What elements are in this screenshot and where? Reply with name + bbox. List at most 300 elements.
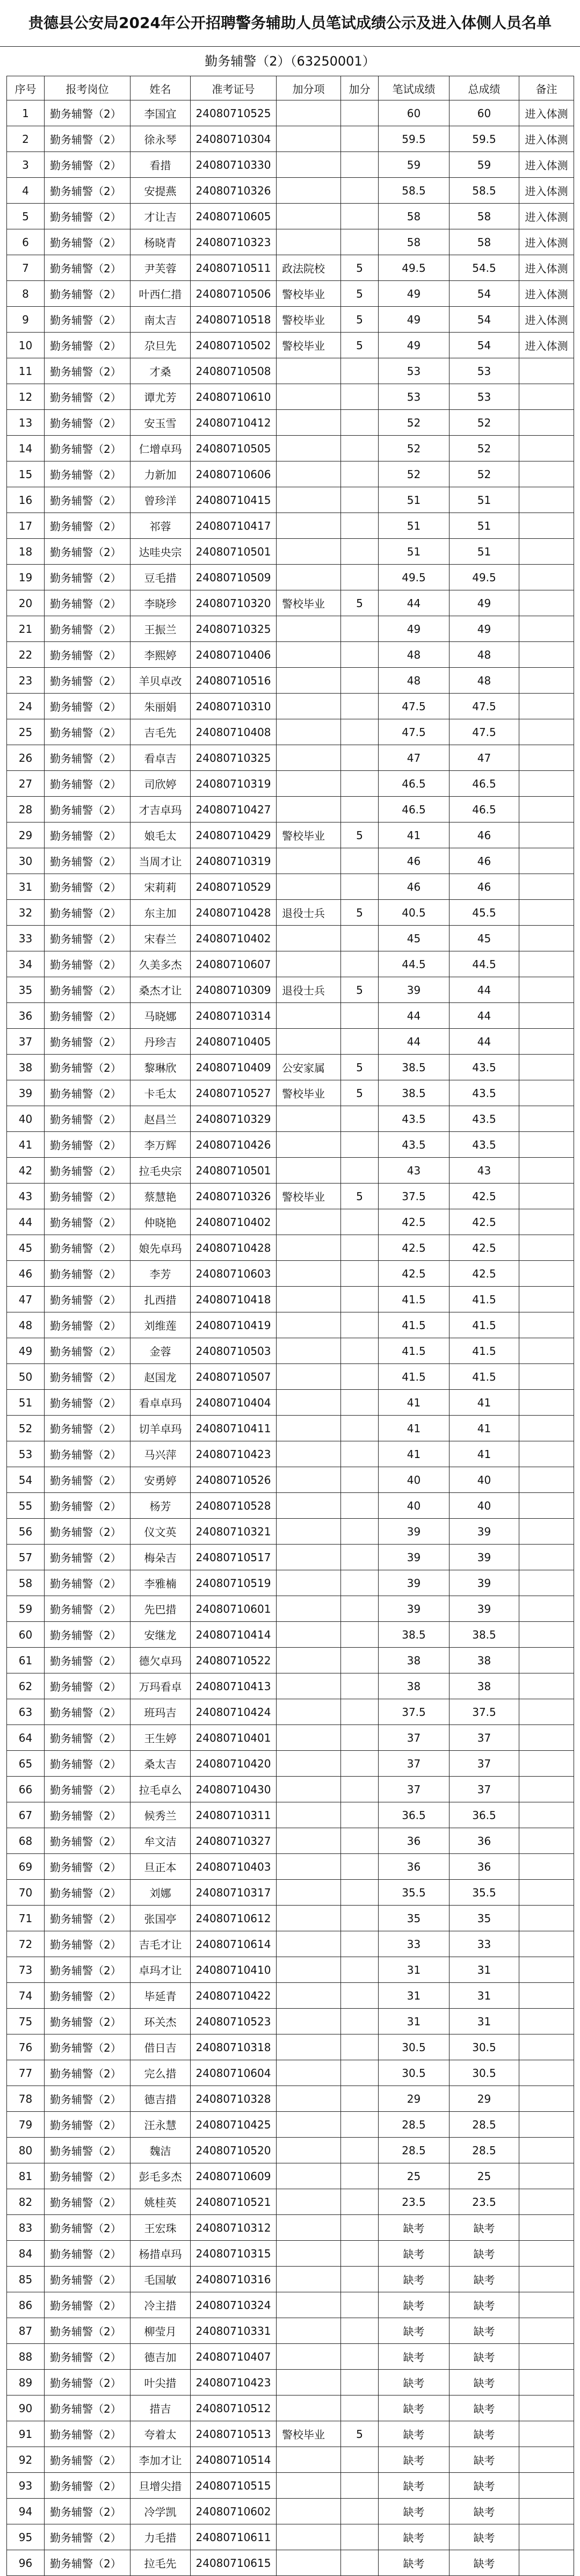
cell-position: 勤务辅警（2） [45, 1364, 130, 1390]
table-row [7, 2138, 574, 2163]
table-row [7, 152, 574, 178]
cell-total-score: 30.5 [450, 2060, 519, 2086]
cell-remark [519, 2163, 574, 2189]
cell-written-score: 37.5 [379, 1184, 450, 1209]
cell-index: 94 [7, 2499, 45, 2524]
cell-total-score: 41.5 [450, 1287, 519, 1312]
cell-name: 娘先卓玛 [130, 1235, 191, 1261]
cell-index: 67 [7, 1802, 45, 1828]
cell-bonus-item [277, 1106, 341, 1132]
cell-index: 7 [7, 255, 45, 281]
cell-name: 叶西仁措 [130, 281, 191, 307]
cell-ticket-number: 24080710505 [191, 436, 277, 461]
cell-name: 旦正本 [130, 1854, 191, 1880]
cell-bonus-item [277, 2009, 341, 2034]
cell-bonus-item [277, 1519, 341, 1545]
cell-position: 勤务辅警（2） [45, 1338, 130, 1364]
cell-ticket-number: 24080710326 [191, 178, 277, 204]
table-row [7, 2215, 574, 2241]
table-row [7, 100, 574, 126]
table-row [7, 1312, 574, 1338]
cell-bonus-item [277, 874, 341, 900]
cell-remark [519, 1957, 574, 1983]
table-row [7, 126, 574, 152]
cell-ticket-number: 24080710417 [191, 513, 277, 539]
cell-position: 勤务辅警（2） [45, 822, 130, 848]
cell-total-score: 42.5 [450, 1184, 519, 1209]
cell-bonus-item [277, 1673, 341, 1699]
cell-index: 72 [7, 1931, 45, 1957]
cell-total-score: 35.5 [450, 1880, 519, 1906]
cell-index: 56 [7, 1519, 45, 1545]
cell-ticket-number: 24080710605 [191, 204, 277, 229]
cell-bonus [341, 1777, 379, 1802]
cell-name: 宋莉莉 [130, 874, 191, 900]
cell-position: 勤务辅警（2） [45, 1261, 130, 1287]
table-row [7, 2370, 574, 2395]
cell-ticket-number: 24080710515 [191, 2473, 277, 2499]
table-row [7, 1493, 574, 1519]
cell-remark [519, 1673, 574, 1699]
cell-bonus [341, 1209, 379, 1235]
table-row [7, 900, 574, 926]
cell-index: 71 [7, 1906, 45, 1931]
cell-position: 勤务辅警（2） [45, 2344, 130, 2370]
table-row [7, 1106, 574, 1132]
cell-name: 德欠卓玛 [130, 1648, 191, 1673]
table-row [7, 487, 574, 513]
cell-index: 22 [7, 642, 45, 668]
cell-bonus [341, 616, 379, 642]
cell-written-score: 52 [379, 410, 450, 436]
cell-position: 勤务辅警（2） [45, 1235, 130, 1261]
cell-remark [519, 590, 574, 616]
cell-index: 30 [7, 848, 45, 874]
table-row [7, 2189, 574, 2215]
cell-remark [519, 1416, 574, 1441]
cell-bonus-item: 警校毕业 [277, 307, 341, 333]
cell-written-score: 29 [379, 2086, 450, 2112]
cell-ticket-number: 24080710519 [191, 1570, 277, 1596]
cell-ticket-number: 24080710424 [191, 1699, 277, 1725]
cell-ticket-number: 24080710527 [191, 1080, 277, 1106]
cell-total-score: 46 [450, 848, 519, 874]
cell-remark [519, 2112, 574, 2138]
cell-index: 51 [7, 1390, 45, 1416]
cell-ticket-number: 24080710407 [191, 2344, 277, 2370]
cell-index: 52 [7, 1416, 45, 1441]
cell-bonus-item [277, 178, 341, 204]
cell-position: 勤务辅警（2） [45, 1957, 130, 1983]
cell-bonus [341, 358, 379, 384]
table-row [7, 1854, 574, 1880]
table-row [7, 1364, 574, 1390]
cell-written-score: 49 [379, 307, 450, 333]
cell-written-score: 43.5 [379, 1106, 450, 1132]
cell-bonus-item: 警校毕业 [277, 1184, 341, 1209]
cell-name: 汪永慧 [130, 2112, 191, 2138]
table-row [7, 1055, 574, 1080]
cell-bonus [341, 1467, 379, 1493]
cell-bonus-item: 警校毕业 [277, 590, 341, 616]
cell-bonus-item [277, 358, 341, 384]
table-row [7, 848, 574, 874]
cell-total-score: 缺考 [450, 2524, 519, 2550]
cell-position: 勤务辅警（2） [45, 255, 130, 281]
table-row [7, 410, 574, 436]
table-row [7, 1725, 574, 1751]
cell-bonus-item [277, 487, 341, 513]
cell-position: 勤务辅警（2） [45, 2318, 130, 2344]
cell-position: 勤务辅警（2） [45, 307, 130, 333]
cell-total-score: 42.5 [450, 1209, 519, 1235]
cell-index: 82 [7, 2189, 45, 2215]
cell-position: 勤务辅警（2） [45, 1648, 130, 1673]
cell-bonus [341, 2318, 379, 2344]
cell-bonus-item [277, 539, 341, 565]
cell-total-score: 39 [450, 1596, 519, 1622]
cell-written-score: 缺考 [379, 2524, 450, 2550]
cell-written-score: 46.5 [379, 797, 450, 822]
cell-index: 80 [7, 2138, 45, 2163]
cell-index: 54 [7, 1467, 45, 1493]
cell-total-score: 49.5 [450, 565, 519, 590]
cell-total-score: 44 [450, 1003, 519, 1029]
cell-written-score: 60 [379, 100, 450, 126]
cell-remark [519, 2370, 574, 2395]
cell-bonus [341, 694, 379, 719]
cell-name: 德吉措 [130, 2086, 191, 2112]
cell-index: 84 [7, 2241, 45, 2267]
cell-remark [519, 745, 574, 771]
cell-name: 万玛看卓 [130, 1673, 191, 1699]
cell-ticket-number: 24080710512 [191, 2395, 277, 2421]
cell-ticket-number: 24080710321 [191, 1519, 277, 1545]
cell-bonus-item [277, 1235, 341, 1261]
table-row [7, 1519, 574, 1545]
cell-position: 勤务辅警（2） [45, 1777, 130, 1802]
cell-bonus: 5 [341, 333, 379, 358]
cell-ticket-number: 24080710513 [191, 2421, 277, 2447]
cell-bonus-item [277, 1777, 341, 1802]
cell-remark [519, 1983, 574, 2009]
cell-total-score: 缺考 [450, 2370, 519, 2395]
cell-position: 勤务辅警（2） [45, 1055, 130, 1080]
cell-index: 35 [7, 977, 45, 1003]
cell-total-score: 46 [450, 874, 519, 900]
cell-name: 刘维莲 [130, 1312, 191, 1338]
cell-ticket-number: 24080710511 [191, 255, 277, 281]
cell-written-score: 46 [379, 848, 450, 874]
cell-name: 蔡慧艳 [130, 1184, 191, 1209]
cell-total-score: 缺考 [450, 2550, 519, 2576]
cell-index: 62 [7, 1673, 45, 1699]
cell-total-score: 33 [450, 1931, 519, 1957]
cell-bonus-item [277, 2550, 341, 2576]
table-row [7, 1416, 574, 1441]
table-row [7, 333, 574, 358]
cell-bonus-item [277, 1699, 341, 1725]
cell-bonus-item [277, 1828, 341, 1854]
cell-bonus-item: 公安家属 [277, 1055, 341, 1080]
cell-bonus [341, 2112, 379, 2138]
cell-bonus [341, 436, 379, 461]
cell-ticket-number: 24080710404 [191, 1390, 277, 1416]
cell-remark [519, 2060, 574, 2086]
cell-bonus-item [277, 1209, 341, 1235]
cell-remark [519, 1931, 574, 1957]
cell-written-score: 41 [379, 1441, 450, 1467]
cell-remark [519, 2189, 574, 2215]
cell-remark [519, 1854, 574, 1880]
cell-name: 安勇婷 [130, 1467, 191, 1493]
cell-written-score: 23.5 [379, 2189, 450, 2215]
cell-total-score: 37.5 [450, 1699, 519, 1725]
cell-written-score: 49 [379, 281, 450, 307]
cell-index: 73 [7, 1957, 45, 1983]
cell-written-score: 缺考 [379, 2370, 450, 2395]
cell-name: 拉毛卓么 [130, 1777, 191, 1802]
cell-written-score: 42.5 [379, 1261, 450, 1287]
cell-bonus: 5 [341, 307, 379, 333]
cell-bonus [341, 2344, 379, 2370]
header-ticket-number: 准考证号 [191, 76, 277, 100]
cell-written-score: 28.5 [379, 2138, 450, 2163]
cell-bonus-item [277, 513, 341, 539]
cell-total-score: 47.5 [450, 694, 519, 719]
cell-ticket-number: 24080710610 [191, 384, 277, 410]
cell-written-score: 25 [379, 2163, 450, 2189]
cell-total-score: 缺考 [450, 2292, 519, 2318]
cell-written-score: 缺考 [379, 2473, 450, 2499]
cell-total-score: 41 [450, 1441, 519, 1467]
cell-total-score: 43.5 [450, 1080, 519, 1106]
cell-written-score: 39 [379, 1570, 450, 1596]
cell-index: 49 [7, 1338, 45, 1364]
cell-total-score: 47.5 [450, 719, 519, 745]
cell-bonus [341, 100, 379, 126]
cell-index: 20 [7, 590, 45, 616]
cell-ticket-number: 24080710507 [191, 1364, 277, 1390]
cell-total-score: 40 [450, 1493, 519, 1519]
cell-position: 勤务辅警（2） [45, 1519, 130, 1545]
cell-position: 勤务辅警（2） [45, 874, 130, 900]
cell-written-score: 30.5 [379, 2060, 450, 2086]
cell-index: 40 [7, 1106, 45, 1132]
cell-bonus [341, 848, 379, 874]
cell-bonus [341, 1880, 379, 1906]
cell-name: 拉毛央宗 [130, 1158, 191, 1184]
cell-index: 69 [7, 1854, 45, 1880]
cell-remark [519, 1364, 574, 1390]
cell-bonus [341, 1158, 379, 1184]
cell-position: 勤务辅警（2） [45, 2241, 130, 2267]
cell-bonus [341, 1854, 379, 1880]
cell-bonus [341, 178, 379, 204]
cell-remark [519, 2215, 574, 2241]
cell-ticket-number: 24080710508 [191, 358, 277, 384]
cell-name: 完么措 [130, 2060, 191, 2086]
cell-ticket-number: 24080710503 [191, 1338, 277, 1364]
cell-ticket-number: 24080710309 [191, 977, 277, 1003]
cell-ticket-number: 24080710415 [191, 487, 277, 513]
cell-bonus-item [277, 1906, 341, 1931]
cell-bonus [341, 2138, 379, 2163]
table-row [7, 1080, 574, 1106]
table-row [7, 1570, 574, 1596]
table-row [7, 2034, 574, 2060]
cell-remark [519, 1777, 574, 1802]
cell-index: 58 [7, 1570, 45, 1596]
cell-index: 31 [7, 874, 45, 900]
cell-written-score: 44 [379, 1029, 450, 1055]
cell-ticket-number: 24080710331 [191, 2318, 277, 2344]
cell-total-score: 58 [450, 229, 519, 255]
cell-ticket-number: 24080710310 [191, 694, 277, 719]
cell-position: 勤务辅警（2） [45, 565, 130, 590]
table-row [7, 539, 574, 565]
cell-bonus-item [277, 410, 341, 436]
cell-remark [519, 1055, 574, 1080]
cell-remark [519, 2241, 574, 2267]
cell-index: 44 [7, 1209, 45, 1235]
cell-written-score: 37 [379, 1725, 450, 1751]
cell-remark [519, 977, 574, 1003]
cell-total-score: 29 [450, 2086, 519, 2112]
cell-ticket-number: 24080710422 [191, 1983, 277, 2009]
cell-bonus-item [277, 1622, 341, 1648]
cell-bonus-item [277, 204, 341, 229]
cell-remark [519, 1596, 574, 1622]
cell-index: 29 [7, 822, 45, 848]
cell-bonus [341, 410, 379, 436]
cell-ticket-number: 24080710529 [191, 874, 277, 900]
cell-remark [519, 822, 574, 848]
cell-total-score: 缺考 [450, 2421, 519, 2447]
cell-bonus [341, 771, 379, 797]
cell-written-score: 47 [379, 745, 450, 771]
cell-remark [519, 642, 574, 668]
table-row [7, 719, 574, 745]
cell-bonus-item [277, 1158, 341, 1184]
cell-position: 勤务辅警（2） [45, 1132, 130, 1158]
cell-bonus [341, 2267, 379, 2292]
cell-index: 14 [7, 436, 45, 461]
cell-written-score: 51 [379, 539, 450, 565]
table-row [7, 1880, 574, 1906]
table-row [7, 1699, 574, 1725]
cell-written-score: 缺考 [379, 2292, 450, 2318]
cell-position: 勤务辅警（2） [45, 719, 130, 745]
cell-bonus-item [277, 2473, 341, 2499]
cell-bonus [341, 1364, 379, 1390]
cell-name: 刘娜 [130, 1880, 191, 1906]
cell-name: 叶尖措 [130, 2370, 191, 2395]
cell-written-score: 38.5 [379, 1055, 450, 1080]
cell-bonus [341, 1673, 379, 1699]
cell-bonus: 5 [341, 590, 379, 616]
cell-bonus: 5 [341, 900, 379, 926]
cell-position: 勤务辅警（2） [45, 2524, 130, 2550]
cell-name: 李芳 [130, 1261, 191, 1287]
cell-remark [519, 1906, 574, 1931]
cell-name: 班玛吉 [130, 1699, 191, 1725]
cell-remark [519, 848, 574, 874]
cell-position: 勤务辅警（2） [45, 1287, 130, 1312]
cell-name: 安继龙 [130, 1622, 191, 1648]
cell-bonus [341, 2060, 379, 2086]
cell-written-score: 58 [379, 204, 450, 229]
cell-bonus-item [277, 100, 341, 126]
table-row [7, 797, 574, 822]
cell-bonus: 5 [341, 977, 379, 1003]
cell-position: 勤务辅警（2） [45, 771, 130, 797]
cell-index: 60 [7, 1622, 45, 1648]
table-row [7, 1209, 574, 1235]
cell-name: 姚桂英 [130, 2189, 191, 2215]
cell-written-score: 41.5 [379, 1338, 450, 1364]
cell-written-score: 47.5 [379, 719, 450, 745]
cell-written-score: 40 [379, 1493, 450, 1519]
cell-ticket-number: 24080710304 [191, 126, 277, 152]
cell-written-score: 59.5 [379, 126, 450, 152]
table-row [7, 1673, 574, 1699]
cell-position: 勤务辅警（2） [45, 590, 130, 616]
table-row [7, 2473, 574, 2499]
cell-remark [519, 771, 574, 797]
cell-index: 96 [7, 2550, 45, 2576]
cell-written-score: 41.5 [379, 1364, 450, 1390]
cell-bonus [341, 2524, 379, 2550]
cell-position: 勤务辅警（2） [45, 1570, 130, 1596]
cell-written-score: 缺考 [379, 2241, 450, 2267]
table-row [7, 1777, 574, 1802]
cell-written-score: 44 [379, 1003, 450, 1029]
cell-index: 17 [7, 513, 45, 539]
cell-position: 勤务辅警（2） [45, 1931, 130, 1957]
cell-name: 当周才让 [130, 848, 191, 874]
cell-bonus [341, 926, 379, 951]
cell-ticket-number: 24080710414 [191, 1622, 277, 1648]
cell-position: 勤务辅警（2） [45, 900, 130, 926]
cell-name: 尕旦先 [130, 333, 191, 358]
cell-position: 勤务辅警（2） [45, 926, 130, 951]
cell-bonus [341, 1235, 379, 1261]
cell-bonus-item [277, 2395, 341, 2421]
cell-total-score: 缺考 [450, 2447, 519, 2473]
table-row [7, 2267, 574, 2292]
table-row [7, 1184, 574, 1209]
cell-ticket-number: 24080710501 [191, 539, 277, 565]
cell-written-score: 41.5 [379, 1287, 450, 1312]
cell-remark [519, 358, 574, 384]
cell-position: 勤务辅警（2） [45, 1312, 130, 1338]
cell-written-score: 46 [379, 874, 450, 900]
cell-bonus [341, 1648, 379, 1673]
cell-total-score: 45 [450, 926, 519, 951]
cell-bonus-item [277, 745, 341, 771]
cell-position: 勤务辅警（2） [45, 358, 130, 384]
cell-written-score: 38 [379, 1673, 450, 1699]
cell-total-score: 53 [450, 384, 519, 410]
cell-total-score: 46.5 [450, 771, 519, 797]
cell-bonus: 5 [341, 281, 379, 307]
cell-ticket-number: 24080710317 [191, 1880, 277, 1906]
cell-bonus-item [277, 1261, 341, 1287]
cell-index: 90 [7, 2395, 45, 2421]
cell-written-score: 39 [379, 977, 450, 1003]
cell-total-score: 52 [450, 436, 519, 461]
